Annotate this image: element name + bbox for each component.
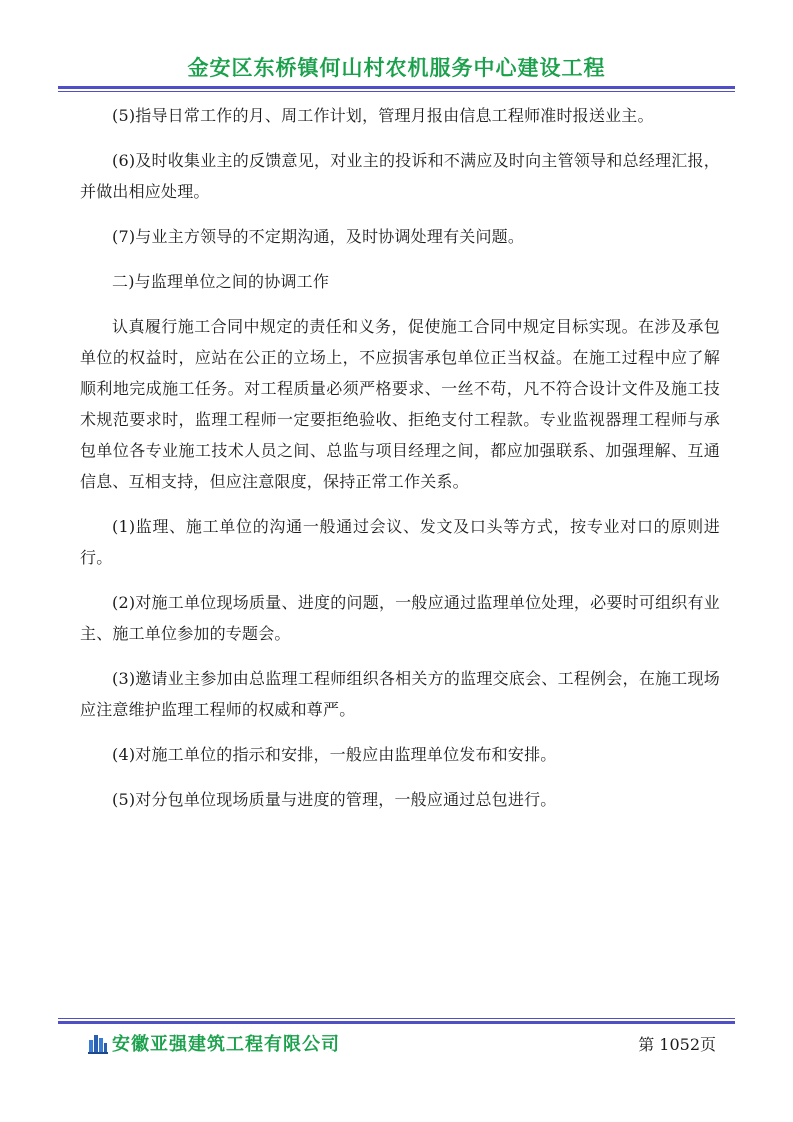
paragraph: (7)与业主方领导的不定期沟通，及时协调处理有关问题。 [112,227,525,246]
document-body [80,100,720,829]
page-footer [88,1030,728,1060]
header-rule-thin [58,91,735,92]
paragraph: (4)对施工单位的指示和安排，一般应由监理单位发布和安排。 [112,745,557,764]
company-name: 安徽亚强建筑工程有限公司 [112,1034,340,1055]
header-rule-thick [58,86,735,89]
paragraph: (3)邀请业主参加由总监理工程师组织各相关方的监理交底会、工程例会，在施工现场应注意维护监理工程师的权威和尊严。 [80,669,720,719]
paragraph: (5)对分包单位现场质量与进度的管理，一般应通过总包进行。 [112,790,557,809]
paragraph: (2)对施工单位现场质量、进度的问题，一般应通过监理单位处理，必要时可组织有业主、施工单位参加的专题会。 [80,593,720,643]
footer-rule-thin [58,1018,735,1019]
paragraph: (6)及时收集业主的反馈意见，对业主的投诉和不满应及时向主管领导和总经理汇报，并做出相应处理。 [80,151,720,201]
paragraph: 认真履行施工合同中规定的责任和义务，促使施工合同中规定目标实现。在涉及承包单位的权益时，应站在公正的立场上，不应损害承包单位正当权益。在施工过程中应了解顺利地完成施工任务。对工程质量必须严格要求、一丝不苟，凡不符合设计文件及施工技术规范要求时，监理工程师一定要拒绝验收、拒绝支付工程款。专业监视器理工程师与承包单位各专业施工技术人员之间、总监与项目经理之间，都应加强联系、加强理解、互通信息、互相支持，但应注意限度，保持正常工作关系。 [80,317,720,491]
paragraph: (5)指导日常工作的月、周工作计划，管理月报由信息工程师准时报送业主。 [112,106,654,125]
page-header-title: 金安区东桥镇何山村农机服务中心建设工程 [187,56,606,80]
building-logo-icon [88,1032,108,1054]
section-heading: 二)与监理单位之间的协调工作 [112,272,330,291]
footer-rule-thick [58,1021,735,1024]
page-number: 第 1052页 [638,1035,716,1054]
paragraph: (1)监理、施工单位的沟通一般通过会议、发文及口头等方式，按专业对口的原则进行。 [80,517,720,567]
